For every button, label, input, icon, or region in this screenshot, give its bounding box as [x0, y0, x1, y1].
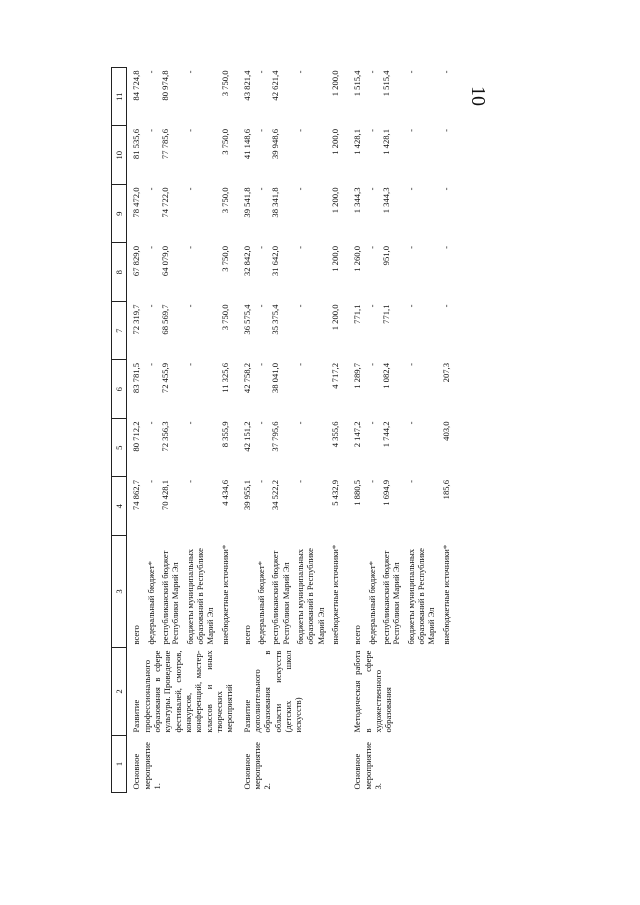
- funding-source: всего: [352, 625, 363, 645]
- amount-cell: 39 955,1: [241, 480, 252, 511]
- funding-source: федеральный бюджет*: [145, 561, 156, 645]
- amount-cell: 77 785,6: [159, 129, 170, 160]
- amount-cell: -: [366, 129, 377, 132]
- rotated-table-container: [111, 68, 606, 793]
- amount-cell: 74 862,7: [131, 480, 142, 511]
- funding-source: внебюджетные источники*: [330, 544, 340, 645]
- amount-cell: 207,3: [440, 363, 451, 383]
- amount-cell: 80 974,8: [159, 70, 170, 101]
- table-row: [348, 68, 364, 793]
- funding-source: бюджеты муниципальных образований в Республике Марий Эл: [295, 548, 326, 645]
- amount-cell: 67 829,0: [131, 246, 142, 277]
- column-header: 11: [112, 68, 127, 127]
- page-number: 10: [467, 86, 489, 106]
- amount-cell: 8 355,9: [219, 421, 230, 448]
- amount-cell: 84 724,8: [131, 70, 142, 101]
- amount-cell: 72 319,7: [131, 304, 142, 335]
- activity-title: Развитие профессионального образования в сфере культуры. Проведение фестивалей, смотров, конкурсов, конференций, мастер-классов и иных творческих мероприятий: [131, 650, 235, 733]
- amount-cell: 70 428,1: [159, 480, 170, 511]
- amount-cell: 3 750,0: [219, 187, 230, 214]
- amount-cell: 1 880,5: [352, 480, 363, 506]
- column-header: 6: [112, 360, 127, 419]
- amount-cell: -: [184, 187, 195, 191]
- amount-cell: -: [295, 363, 306, 366]
- amount-cell: -: [405, 246, 416, 249]
- amount-cell: 3 750,0: [219, 129, 230, 155]
- amount-cell: 35 375,4: [270, 304, 281, 335]
- amount-cell: -: [366, 246, 377, 249]
- amount-cell: -: [405, 70, 416, 74]
- amount-cell: 1 428,1: [380, 129, 391, 155]
- amount-cell: 38 041,0: [270, 363, 281, 394]
- amount-cell: -: [184, 304, 195, 308]
- amount-cell: 185,6: [440, 480, 451, 500]
- amount-cell: -: [256, 421, 267, 425]
- amount-cell: -: [366, 421, 377, 425]
- column-header: 8: [112, 243, 127, 302]
- amount-cell: -: [440, 246, 451, 249]
- amount-cell: -: [184, 246, 195, 249]
- amount-cell: -: [145, 363, 156, 366]
- funding-source: внебюджетные источники*: [440, 544, 451, 645]
- funding-source: республиканский бюджет Республики Марий Эл: [270, 550, 291, 645]
- amount-cell: -: [295, 129, 306, 132]
- amount-cell: -: [295, 187, 306, 191]
- amount-cell: -: [184, 421, 195, 425]
- amount-cell: -: [295, 304, 306, 308]
- column-header: 9: [112, 185, 127, 244]
- activity-code: Основное мероприятие 2.: [241, 742, 273, 790]
- table-row: [127, 68, 144, 793]
- funding-source: внебюджетные источники*: [219, 544, 230, 645]
- amount-cell: -: [145, 246, 156, 249]
- amount-cell: -: [145, 480, 156, 483]
- amount-cell: 1 344,3: [380, 187, 391, 214]
- amount-cell: 41 148,6: [241, 129, 252, 160]
- header-row: [112, 68, 127, 793]
- amount-cell: 1 515,4: [352, 70, 363, 97]
- amount-cell: -: [405, 480, 416, 483]
- column-header: 5: [112, 419, 127, 478]
- amount-cell: 4 717,2: [330, 363, 340, 389]
- funding-source: всего: [131, 625, 142, 645]
- amount-cell: 68 569,7: [159, 304, 170, 335]
- funding-source: всего: [241, 625, 252, 645]
- amount-cell: 42 758,2: [241, 363, 252, 394]
- amount-cell: 1 289,7: [352, 363, 363, 389]
- amount-cell: 32 842,0: [241, 246, 252, 277]
- amount-cell: 80 712,2: [131, 421, 142, 452]
- amount-cell: 1 515,4: [380, 70, 391, 97]
- activity-code: Основное мероприятие 3.: [352, 742, 383, 790]
- amount-cell: -: [256, 70, 267, 74]
- funding-source: республиканский бюджет Республики Марий Эл: [380, 550, 402, 645]
- activity-title: Развитие дополнительного образования в области искусств (детских школ искусств): [241, 650, 304, 733]
- amount-cell: 1 344,3: [352, 187, 363, 214]
- amount-cell: -: [405, 304, 416, 308]
- amount-cell: 1 200,0: [330, 246, 340, 272]
- amount-cell: -: [145, 187, 156, 191]
- amount-cell: 72 455,9: [159, 363, 170, 394]
- amount-cell: -: [256, 246, 267, 249]
- amount-cell: 1 260,0: [352, 246, 363, 272]
- column-header: 4: [112, 477, 127, 536]
- amount-cell: 83 781,5: [131, 363, 142, 394]
- amount-cell: 4 355,6: [330, 421, 340, 448]
- amount-cell: -: [405, 187, 416, 191]
- amount-cell: -: [256, 363, 267, 366]
- amount-cell: 771,1: [380, 304, 391, 324]
- amount-cell: 72 356,3: [159, 421, 170, 452]
- amount-cell: -: [295, 421, 306, 425]
- amount-cell: 74 722,0: [159, 187, 170, 218]
- amount-cell: 31 642,0: [270, 246, 281, 277]
- amount-cell: -: [366, 363, 377, 366]
- amount-cell: -: [184, 363, 195, 366]
- column-header: 3: [112, 536, 127, 648]
- amount-cell: 1 082,4: [380, 363, 391, 389]
- amount-cell: 38 341,8: [270, 187, 281, 218]
- amount-cell: 1 200,0: [330, 304, 340, 331]
- amount-cell: 4 434,6: [219, 480, 230, 506]
- amount-cell: -: [145, 304, 156, 308]
- activity-title: Методическая работа в сфере художественного образования: [352, 650, 394, 733]
- column-header: 7: [112, 302, 127, 361]
- amount-cell: 951,0: [380, 246, 391, 266]
- amount-cell: 5 432,9: [330, 480, 340, 506]
- amount-cell: -: [366, 187, 377, 191]
- amount-cell: -: [256, 129, 267, 132]
- amount-cell: -: [440, 129, 451, 132]
- amount-cell: 1 200,0: [330, 129, 340, 155]
- table-row: [238, 68, 254, 793]
- amount-cell: -: [405, 363, 416, 366]
- amount-cell: -: [366, 70, 377, 74]
- funding-source: республиканский бюджет Республики Марий Эл: [159, 550, 181, 645]
- column-header: 10: [112, 126, 127, 185]
- column-header: 2: [112, 648, 127, 736]
- amount-cell: -: [256, 480, 267, 483]
- amount-cell: 1 428,1: [352, 129, 363, 155]
- amount-cell: 36 575,4: [241, 304, 252, 335]
- amount-cell: -: [145, 421, 156, 425]
- amount-cell: -: [184, 70, 195, 74]
- amount-cell: -: [366, 304, 377, 308]
- budget-table: [111, 67, 459, 793]
- funding-source: бюджеты муниципальных образований в Республике Марий Эл: [184, 548, 216, 645]
- amount-cell: -: [145, 129, 156, 132]
- amount-cell: -: [184, 480, 195, 483]
- amount-cell: 78 472,0: [131, 187, 142, 218]
- amount-cell: -: [295, 70, 306, 74]
- amount-cell: -: [405, 421, 416, 425]
- amount-cell: 1 694,9: [380, 480, 391, 506]
- amount-cell: -: [256, 304, 267, 308]
- amount-cell: 42 151,2: [241, 421, 252, 452]
- amount-cell: -: [440, 304, 451, 308]
- amount-cell: 64 079,0: [159, 246, 170, 277]
- amount-cell: -: [440, 187, 451, 191]
- amount-cell: 81 535,6: [131, 129, 142, 160]
- amount-cell: 43 821,4: [241, 70, 252, 101]
- amount-cell: 42 621,4: [270, 70, 281, 101]
- funding-source: федеральный бюджет*: [256, 561, 267, 645]
- amount-cell: 2 147,2: [352, 421, 363, 448]
- amount-cell: -: [184, 129, 195, 132]
- amount-cell: -: [440, 70, 451, 74]
- activity-code: Основное мероприятие 1.: [131, 742, 162, 790]
- column-header: 1: [112, 736, 127, 793]
- amount-cell: 1 200,0: [330, 70, 340, 97]
- amount-cell: 34 522,2: [270, 480, 281, 511]
- amount-cell: 3 750,0: [219, 246, 230, 272]
- amount-cell: 39 948,6: [270, 129, 281, 160]
- amount-cell: 1 200,0: [330, 187, 340, 214]
- funding-source: бюджеты муниципальных образований в Республике Марий Эл: [405, 548, 437, 645]
- amount-cell: 403,0: [440, 421, 451, 441]
- amount-cell: -: [256, 187, 267, 191]
- funding-source: федеральный бюджет*: [366, 561, 377, 645]
- amount-cell: 11 325,6: [219, 363, 230, 393]
- amount-cell: 3 750,0: [219, 304, 230, 331]
- amount-cell: -: [295, 480, 306, 483]
- amount-cell: -: [295, 246, 306, 249]
- amount-cell: 1 744,2: [380, 421, 391, 448]
- amount-cell: 37 795,6: [270, 421, 281, 452]
- amount-cell: -: [145, 70, 156, 74]
- amount-cell: 771,1: [352, 304, 363, 324]
- amount-cell: -: [366, 480, 377, 483]
- amount-cell: 3 750,0: [219, 70, 230, 97]
- amount-cell: 39 541,8: [241, 187, 252, 218]
- amount-cell: -: [405, 129, 416, 132]
